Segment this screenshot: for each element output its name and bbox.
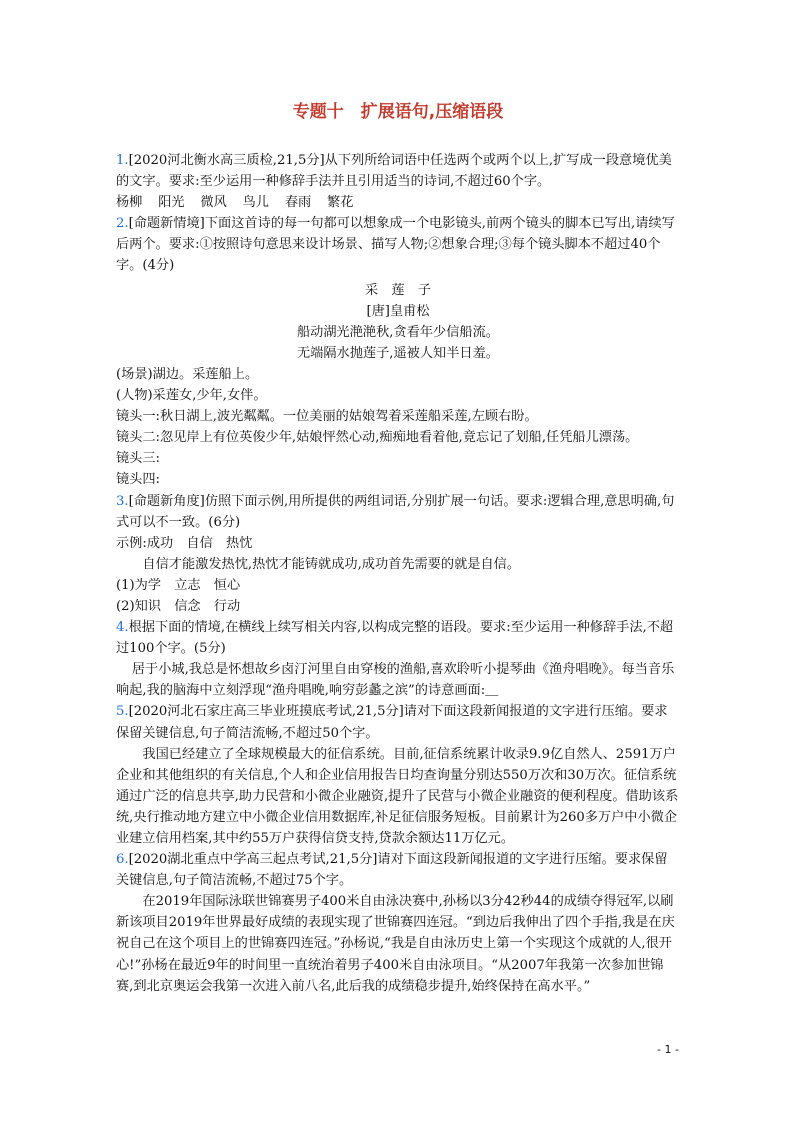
question-number: 2.: [116, 216, 129, 232]
question-3: [116, 491, 680, 533]
poem-author: [唐]皇甫松: [366, 303, 430, 319]
question-number: 1.: [116, 153, 129, 168]
question-number: 6.: [116, 852, 129, 868]
question-text: [命题新角度]仿照下面示例,用所提供的两组词语,分别扩展一句话。要求:逻辑合理,意思明确,句式可以不一致。(6分): [116, 493, 675, 530]
word: 春雨: [284, 195, 312, 211]
question-5: [116, 701, 680, 743]
people-line: (人物)采莲女,少年,女伴。: [116, 388, 267, 404]
word: 鸟儿: [242, 195, 269, 211]
example-sentence: 自信才能激发热忱,热忱才能铸就成功,成功首先需要的就是自信。: [142, 556, 521, 572]
shot-4: 镜头四:: [116, 472, 161, 488]
question-text: 根据下面的情境,在横线上续写相关内容,以构成完整的语段。要求:至少运用一种修辞手法,不超过100个字。(5分): [116, 620, 674, 657]
word: 杨柳: [116, 195, 143, 211]
poem-line: 船动湖光滟滟秋,贪看年少信船流。: [296, 324, 499, 340]
question-text: [命题新情境]下面这首诗的每一句都可以想象成一个电影镜头,前两个镜头的脚本已写出,请续写后两个。要求:①按照诗句意思来设计场景、描写人物;②想象合理;③每个镜头脚本不超过40个字。(4分): [116, 216, 675, 274]
shot-1: 镜头一:秋日湖上,波光粼粼。一位美丽的姑娘驾着采莲船采莲,左顾右盼。: [116, 409, 538, 425]
question-2: [116, 213, 680, 276]
shot-3: 镜头三:: [116, 451, 161, 467]
word: 微风: [200, 195, 227, 211]
passage: 我国已经建立了全球规模最大的征信系统。目前,征信系统累计收录9.9亿自然人、2591万户企业和其他组织的有关信息,个人和企业信用报告日均查询量分别达550万次和30万次。征信系统通过广泛的信息共享,助力民营和小微企业融资,提升了民营与小微企业融资的便利程度。借助该系统,央行推动地方建立中小微企业信用数据库,补足征信服务短板。目前累计为260多万户中小微企业建立信用档案,其中约55万户获得信贷支持,贷款余额达11万亿元。: [116, 746, 679, 846]
passage: 在2019年国际泳联世锦赛男子400米自由泳决赛中,孙杨以3分42秒44的成绩夺得冠军,以刷新该项目2019年世界最好成绩的表现实现了世锦赛四连冠。“到边后我伸出了四个手指,我是在庆祝自己在这个项目上的世锦赛四连冠。”孙杨说,“我是自由泳历史上第一个实现这个成就的人,很开心!”孙杨在最近9年的时间里一直统治着男子400米自由泳项目。“从2007年我第一次参加世锦赛,到北京奥运会我第一次进入前八名,此后我的成绩稳步提升,始终保持在高水平。”: [116, 894, 675, 994]
item-2: (2)知识 信念 行动: [116, 598, 241, 614]
page-title: 专题十 扩展语句,压缩语段: [292, 102, 504, 122]
question-1: [116, 150, 680, 192]
question-number: 5.: [116, 704, 129, 720]
question-4: [116, 617, 680, 659]
question-number: 3.: [116, 493, 129, 509]
question-text: [2020湖北重点中学高三起点考试,21,5分]请对下面这段新闻报道的文字进行压缩。要求保留关键信息,句子简洁流畅,不超过75个字。: [116, 852, 668, 889]
passage: 居于小城,我总是怀想故乡卤汀河里自由穿梭的渔船,喜欢聆听小提琴曲《渔舟唱晚》。每当音乐响起,我的脑海中立刻浮现“渔舟唱晚,响穷彭蠡之滨”的诗意画面:＿: [116, 662, 675, 699]
poem-title: 采 莲 子: [365, 282, 431, 298]
word: 繁花: [327, 195, 354, 211]
page-number: - 1 -: [657, 1043, 679, 1056]
item-1: (1)为学 立志 恒心: [116, 577, 241, 593]
question-number: 4.: [116, 620, 129, 636]
document-content: [116, 100, 680, 997]
shot-2: 镜头二:忽见岸上有位英俊少年,姑娘怦然心动,痴痴地看着他,竟忘记了划船,任凭船儿漂荡。: [116, 430, 639, 446]
question-text: [2020河北衡水高三质检,21,5分]从下列所给词语中任选两个或两个以上,扩写成一段意境优美的文字。要求:至少运用一种修辞手法并且引用适当的诗词,不超过60个字。: [116, 153, 672, 190]
example-words: 示例:成功 自信 热忱: [116, 535, 253, 551]
question-6: [116, 849, 680, 891]
question-text: [2020河北石家庄高三毕业班摸底考试,21,5分]请对下面这段新闻报道的文字进行压缩。要求保留关键信息,句子简洁流畅,不超过50个字。: [116, 704, 668, 741]
poem-line: 无端隔水抛莲子,遥被人知半日羞。: [296, 345, 499, 361]
word: 阳光: [158, 195, 185, 211]
word-list: [116, 192, 680, 213]
scene-line: (场景)湖边。采莲船上。: [116, 366, 259, 382]
